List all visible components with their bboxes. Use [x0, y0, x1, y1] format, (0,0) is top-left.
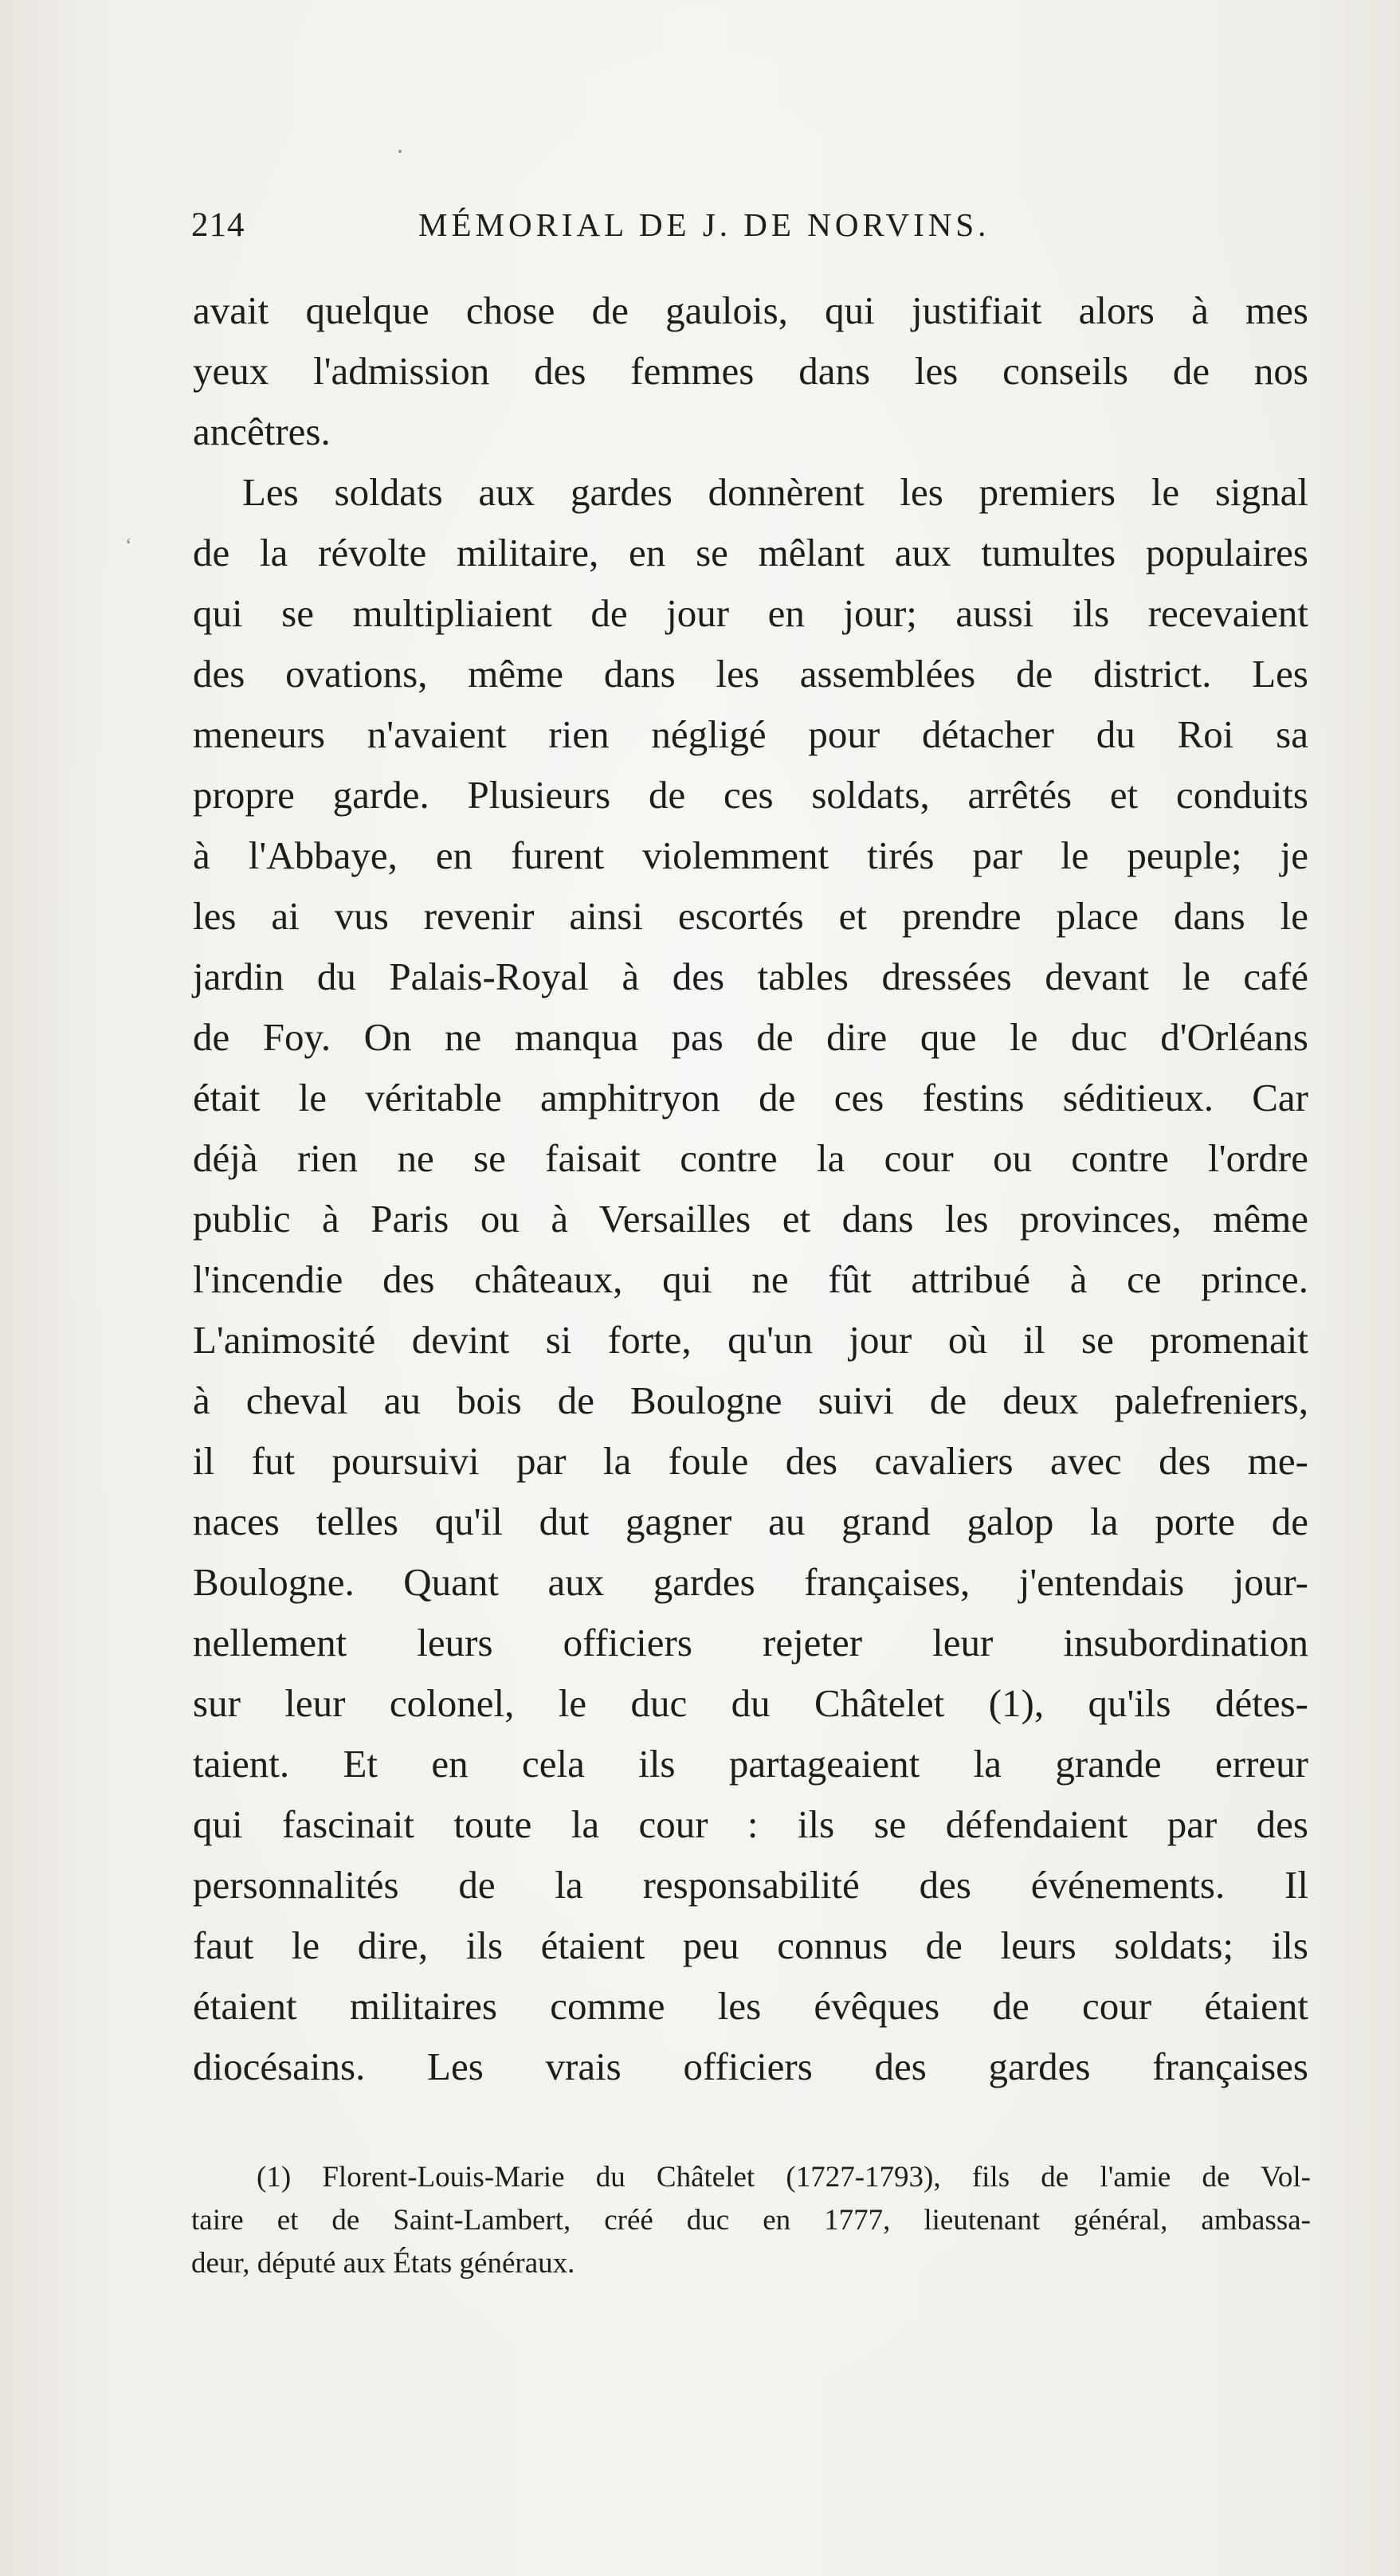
text-line: L'animosité devint si forte, qu'un jour où il se promenait [193, 1318, 1308, 1362]
text-line: avait quelque chose de gaulois, qui justifiait alors à mes [193, 288, 1308, 332]
text-line: diocésains. Les vrais officiers des gardes françaises [193, 2045, 1308, 2088]
text-line: personnalités de la responsabilité des événements. Il [193, 1863, 1308, 1907]
page-header [191, 206, 1267, 253]
footnote [191, 2156, 1311, 2285]
text-line: naces telles qu'il dut gagner au grand galop la porte de [193, 1500, 1308, 1543]
footnote-line: (1) Florent-Louis-Marie du Châtelet (1727-1793), fils de l'amie de Vol- [257, 2161, 1311, 2194]
main-text [193, 280, 1308, 2097]
text-line: il fut poursuivi par la foule des cavaliers avec des me- [193, 1439, 1308, 1483]
text-line: ancêtres. [193, 410, 331, 453]
text-line: jardin du Palais-Royal à des tables dressées devant le café [193, 955, 1308, 998]
running-title: MÉMORIAL DE J. DE NORVINS. [418, 206, 990, 243]
text-line: l'incendie des châteaux, qui ne fût attribué à ce prince. [193, 1257, 1308, 1301]
page-number: 214 [191, 206, 245, 244]
text-line: des ovations, même dans les assemblées de district. Les [193, 652, 1308, 696]
text-line: Boulogne. Quant aux gardes françaises, j'entendais jour- [193, 1560, 1308, 1604]
footnote-line: taire et de Saint-Lambert, créé duc en 1777, lieutenant général, ambassa- [191, 2204, 1311, 2237]
text-line: meneurs n'avaient rien négligé pour détacher du Roi sa [193, 712, 1308, 756]
text-line: de la révolte militaire, en se mêlant aux tumultes populaires [193, 531, 1308, 574]
text-line: étaient militaires comme les évêques de cour étaient [193, 1984, 1308, 2028]
text-line: de Foy. On ne manqua pas de dire que le duc d'Orléans [193, 1015, 1308, 1059]
text-line: Les soldats aux gardes donnèrent les premiers le signal [242, 470, 1308, 514]
text-line: à l'Abbaye, en furent violemment tirés par le peuple; je [193, 833, 1308, 877]
text-line: sur leur colonel, le duc du Châtelet (1), qu'ils détes- [193, 1681, 1308, 1725]
text-line: les ai vus revenir ainsi escortés et prendre place dans le [193, 894, 1308, 938]
text-line: nellement leurs officiers rejeter leur insubordination [193, 1621, 1308, 1664]
text-line: qui fascinait toute la cour : ils se défendaient par des [193, 1802, 1308, 1846]
text-line: faut le dire, ils étaient peu connus de leurs soldats; ils [193, 1923, 1308, 1967]
text-line: à cheval au bois de Boulogne suivi de deux palefreniers, [193, 1378, 1308, 1422]
page-dot-mark [398, 150, 402, 153]
text-line: propre garde. Plusieurs de ces soldats, arrêtés et conduits [193, 773, 1308, 817]
text-line: taient. Et en cela ils partageaient la grande erreur [193, 1742, 1308, 1786]
text-line: déjà rien ne se faisait contre la cour ou contre l'ordre [193, 1136, 1308, 1180]
footnote-line: deur, député aux États généraux. [191, 2247, 575, 2280]
text-line: qui se multipliaient de jour en jour; aussi ils recevaient [193, 591, 1308, 635]
text-line: yeux l'admission des femmes dans les conseils de nos [193, 349, 1308, 393]
text-line: était le véritable amphitryon de ces festins séditieux. Car [193, 1076, 1308, 1119]
text-line: public à Paris ou à Versailles et dans les provinces, même [193, 1197, 1308, 1241]
margin-mark: ‘ [125, 534, 132, 557]
